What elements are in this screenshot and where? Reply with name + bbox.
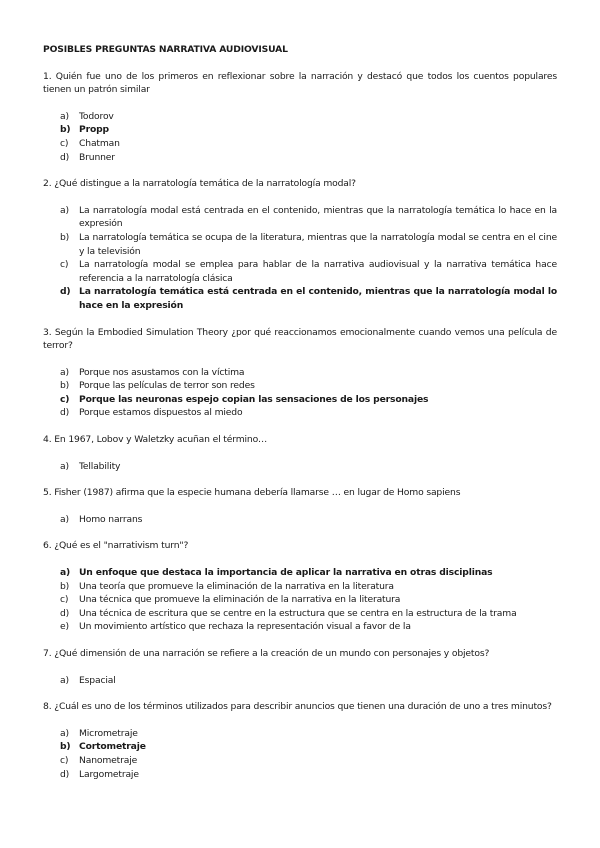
question-8 <box>43 700 557 781</box>
option-b <box>43 379 557 393</box>
option-d <box>43 607 557 621</box>
option-letter: a) <box>60 567 71 579</box>
option-text: Una técnica de escritura que se centre en la estructura que se centra en la estructura de la trama <box>79 607 517 619</box>
options-list <box>43 204 557 313</box>
option-letter: d) <box>60 768 70 780</box>
question-text: 7. ¿Qué dimensión de una narración se refiere a la creación de un mundo con personajes y objetos? <box>43 648 490 659</box>
option-c <box>43 754 557 768</box>
option-text: Propp <box>79 124 109 136</box>
option-letter: a) <box>60 513 69 525</box>
options-list <box>43 366 557 420</box>
option-letter: b) <box>60 231 70 243</box>
option-c-correct <box>43 393 557 407</box>
option-a <box>43 513 557 527</box>
option-a <box>43 110 557 124</box>
option-letter: c) <box>60 259 69 271</box>
options-list <box>43 674 557 688</box>
option-text: La narratología temática está centrada en el contenido, mientras que la narratología modal lo hace en la expresión <box>79 286 557 311</box>
document-page <box>43 43 557 794</box>
option-letter: d) <box>60 286 71 298</box>
option-a <box>43 674 557 688</box>
option-letter: b) <box>60 380 70 392</box>
option-c <box>43 593 557 607</box>
option-b <box>43 231 557 258</box>
option-d <box>43 151 557 165</box>
option-text: Micrometraje <box>79 727 138 739</box>
option-text: Porque las neuronas espejo copian las sensaciones de los personajes <box>79 393 429 405</box>
option-b-correct <box>43 740 557 754</box>
option-text: Espacial <box>79 674 116 686</box>
options-list <box>43 513 557 527</box>
question-7 <box>43 647 557 687</box>
question-text: 6. ¿Qué es el "narrativism turn"? <box>43 540 189 552</box>
question-6 <box>43 539 557 634</box>
option-letter: d) <box>60 151 70 163</box>
option-text: Homo narrans <box>79 513 143 525</box>
option-a <box>43 727 557 741</box>
option-text: La narratología modal está centrada en el contenido, mientras que la narratología temática lo hace en la expresión <box>79 204 557 230</box>
option-text: Porque nos asustamos con la víctima <box>79 366 245 378</box>
option-e <box>43 620 557 634</box>
options-list <box>43 460 557 474</box>
option-text: Una técnica que promueve la eliminación de la narrativa en la literatura <box>79 594 401 606</box>
page-title: POSIBLES PREGUNTAS NARRATIVA AUDIOVISUAL <box>43 44 288 55</box>
option-text: Cortometraje <box>79 741 146 753</box>
option-letter: c) <box>60 137 69 149</box>
option-letter: b) <box>60 580 70 592</box>
option-letter: a) <box>60 460 69 472</box>
option-b <box>43 580 557 594</box>
option-d <box>43 768 557 782</box>
option-c <box>43 137 557 151</box>
question-4 <box>43 433 557 473</box>
question-text: 4. En 1967, Lobov y Waletzky acuñan el término… <box>43 434 268 446</box>
option-text: La narratología temática se ocupa de la literatura, mientras que la narratología modal se centra en el cine y la televisión <box>79 231 557 257</box>
option-text: Una teoría que promueve la eliminación de la narrativa en la literatura <box>79 580 394 592</box>
option-text: Todorov <box>79 110 114 122</box>
question-text: 8. ¿Cuál es uno de los términos utilizados para describir anuncios que tienen una duración de uno a tres minutos? <box>43 701 552 713</box>
option-text: Porque estamos dispuestos al miedo <box>79 407 243 419</box>
option-c <box>43 258 557 285</box>
option-letter: e) <box>60 621 69 633</box>
option-text: Nanometraje <box>79 754 138 766</box>
option-text: Brunner <box>79 151 115 163</box>
option-text: Tellability <box>79 460 121 472</box>
question-text: 5. Fisher (1987) afirma que la especie humana debería llamarse … en lugar de Homo sapiens <box>43 487 461 499</box>
option-letter: a) <box>60 727 69 739</box>
question-3 <box>43 326 557 421</box>
option-a-correct <box>43 566 557 580</box>
options-list <box>43 727 557 781</box>
option-text: Largometraje <box>79 768 139 780</box>
question-1 <box>43 70 557 165</box>
option-d <box>43 406 557 420</box>
option-text: Porque las películas de terror son redes <box>79 380 255 392</box>
option-text: Chatman <box>79 137 120 149</box>
option-text: Un enfoque que destaca la importancia de aplicar la narrativa en otras disciplinas <box>79 567 493 579</box>
option-a <box>43 204 557 231</box>
options-list <box>43 566 557 634</box>
option-letter: a) <box>60 204 69 216</box>
option-letter: a) <box>60 110 69 122</box>
question-text: 2. ¿Qué distingue a la narratología temática de la narratología modal? <box>43 178 356 190</box>
option-letter: b) <box>60 741 71 753</box>
option-text: Un movimiento artístico que rechaza la representación visual a favor de la <box>79 621 411 633</box>
option-letter: c) <box>60 594 69 606</box>
question-5 <box>43 486 557 526</box>
option-b-correct <box>43 123 557 137</box>
question-2 <box>43 177 557 312</box>
option-letter: c) <box>60 754 69 766</box>
question-text: 3. Según la Embodied Simulation Theory ¿por qué reaccionamos emocionalmente cuando vemos una película de terror? <box>43 326 557 352</box>
options-list <box>43 110 557 164</box>
option-letter: c) <box>60 393 70 405</box>
option-a <box>43 460 557 474</box>
option-letter: d) <box>60 407 70 419</box>
option-letter: a) <box>60 366 69 378</box>
question-text: 1. Quién fue uno de los primeros en reflexionar sobre la narración y destacó que todos los cuentos populares tienen un patrón similar <box>43 70 557 96</box>
option-letter: d) <box>60 607 70 619</box>
option-letter: a) <box>60 674 69 686</box>
option-letter: b) <box>60 124 71 136</box>
option-a <box>43 366 557 380</box>
option-text: La narratología modal se emplea para hablar de la narrativa audiovisual y la narrativa temática hace referencia a la narratología clásica <box>79 259 557 284</box>
option-d-correct <box>43 285 557 312</box>
